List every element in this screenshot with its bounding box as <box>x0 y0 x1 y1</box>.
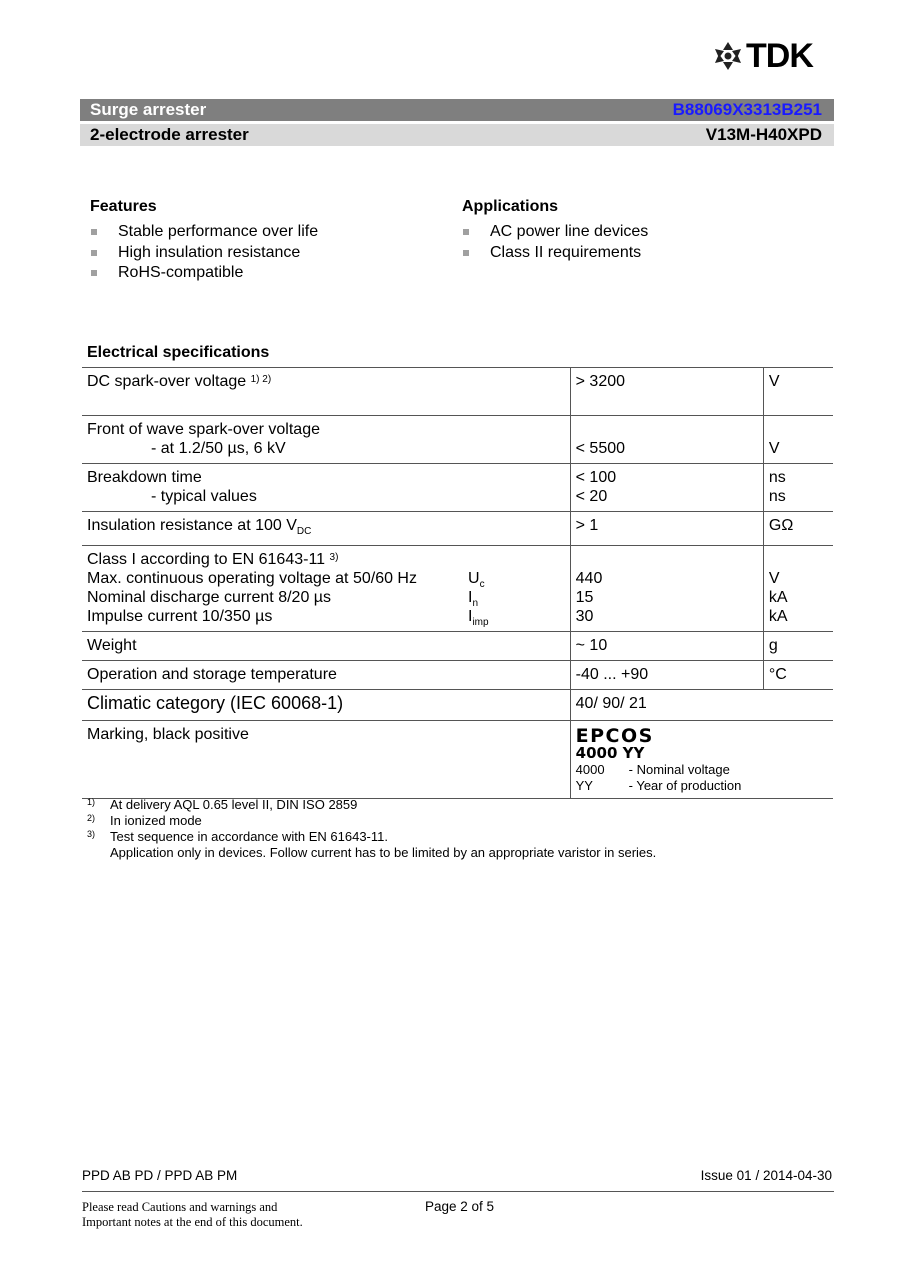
footer-department: PPD AB PD / PPD AB PM <box>82 1168 238 1183</box>
page-number: Page 2 of 5 <box>425 1199 495 1214</box>
epcos-brand-mark: EPCOS <box>575 725 654 748</box>
marking-code: 4000 YY <box>575 744 645 763</box>
dc-spark-unit: V <box>763 368 833 416</box>
table-row <box>82 464 833 512</box>
in-symbol: $I_n$ <box>468 589 479 610</box>
dc-spark-label: DC spark-over voltage <box>87 373 247 390</box>
front-wave-unit: V <box>768 440 780 457</box>
iimp-symbol: $I_{imp}$ <box>468 608 489 629</box>
max-voltage-unit: V <box>768 570 780 588</box>
front-wave-sub-label: - at 1.2/50 µs, 6 kV <box>151 440 286 457</box>
temperature-value: -40 ... +90 <box>570 661 763 690</box>
class1-label: Class I according to EN 61643-11 <box>87 551 326 569</box>
marking-label: Marking, black positive <box>82 721 570 799</box>
bullet-square-icon <box>91 250 97 256</box>
bullet-square-icon <box>91 229 97 235</box>
nominal-discharge-label: Nominal discharge current 8/20 µs <box>87 589 331 607</box>
features-list <box>90 222 318 284</box>
insulation-value: > 1 <box>570 512 763 546</box>
tdk-emblem-icon <box>713 41 743 71</box>
breakdown-unit: ns <box>768 469 786 486</box>
insulation-unit: GΩ <box>763 512 833 546</box>
marking-legend-row: 4000 - Nominal voltage <box>575 762 730 778</box>
footnote: 1) At delivery AQL 0.65 level II, DIN ISO 2859 <box>87 797 358 812</box>
impulse-current-label: Impulse current 10/350 µs <box>87 608 273 626</box>
ordering-code: V13M-H40XPD <box>705 125 822 144</box>
footnote: 2) In ionized mode <box>87 813 202 828</box>
electrical-spec-heading: Electrical specifications <box>87 344 270 361</box>
impulse-current-unit: kA <box>768 608 788 626</box>
footnote: 3) Test sequence in accordance with EN 61643-11. <box>87 829 388 844</box>
impulse-current-value: 30 <box>575 608 594 626</box>
part-number: B88069X3313B251 <box>672 100 822 119</box>
bullet-square-icon <box>91 270 97 276</box>
subtitle-bar <box>80 124 834 146</box>
climatic-label: Climatic category (IEC 60068-1) <box>82 690 570 721</box>
breakdown-label: Breakdown time <box>87 469 202 486</box>
weight-value: ~ 10 <box>570 632 763 661</box>
climatic-value: 40/ 90/ 21 <box>570 690 833 721</box>
insulation-label: Insulation resistance at 100 V <box>87 517 297 534</box>
list-item: Class II requirements <box>462 243 648 264</box>
product-title: Surge arrester <box>90 100 207 119</box>
logo-text: TDK <box>746 37 813 75</box>
temperature-label: Operation and storage temperature <box>82 661 570 690</box>
marking-legend-row: YY - Year of production <box>575 778 742 794</box>
weight-unit: g <box>763 632 833 661</box>
table-row: Class I according to EN 61643-11 $^{3)}$ Max. continuous operating voltage at 50/60 Hz $U_c$ Nominal discharge current 8/20 µs $I_n$ Impulse current 10/350 µs $I_{imp}$ 440 15 30 V kA kA <box>82 546 833 632</box>
footnotes <box>87 797 656 861</box>
breakdown-value: < 100 <box>575 469 617 486</box>
list-item: Stable performance over life <box>90 222 318 243</box>
front-wave-value: < 5500 <box>575 440 626 457</box>
weight-label: Weight <box>82 632 570 661</box>
footer-divider <box>82 1191 834 1192</box>
table-row <box>82 661 833 690</box>
list-item: AC power line devices <box>462 222 648 243</box>
footer-note: Please read Cautions and warnings and Important notes at the end of this document. <box>82 1200 303 1229</box>
product-subtitle: 2-electrode arrester <box>90 125 249 144</box>
nominal-discharge-unit: kA <box>768 589 788 607</box>
nominal-discharge-value: 15 <box>575 589 594 607</box>
applications-heading: Applications <box>462 198 559 215</box>
temperature-unit: °C <box>763 661 833 690</box>
uc-symbol: $U_c$ <box>468 570 485 591</box>
breakdown-typical-unit: ns <box>768 488 786 505</box>
footer-issue: Issue 01 / 2014-04-30 <box>700 1168 832 1183</box>
breakdown-typical-value: < 20 <box>575 488 608 505</box>
electrical-spec-table <box>82 367 833 799</box>
bullet-square-icon <box>463 229 469 235</box>
title-bar <box>80 99 834 121</box>
max-voltage-value: 440 <box>575 570 603 588</box>
features-heading: Features <box>90 198 157 215</box>
table-row <box>82 721 833 799</box>
dc-spark-value: > 3200 <box>570 368 763 416</box>
table-row <box>82 690 833 721</box>
table-row: DC spark-over voltage $^{1) 2)}$ > 3200 V <box>82 368 833 416</box>
tdk-logo <box>713 37 835 75</box>
list-item: RoHS-compatible <box>90 263 318 284</box>
table-row: Insulation resistance at 100 $V_{DC}$ > 1 GΩ <box>82 512 833 546</box>
applications-list <box>462 222 648 263</box>
max-voltage-label: Max. continuous operating voltage at 50/60 Hz <box>87 570 417 588</box>
front-wave-label: Front of wave spark-over voltage <box>87 421 320 438</box>
bullet-square-icon <box>463 250 469 256</box>
breakdown-sub-label: - typical values <box>151 488 257 505</box>
table-row <box>82 416 833 464</box>
list-item: High insulation resistance <box>90 243 318 264</box>
footnote: Application only in devices. Follow current has to be limited by an appropriate varistor in series. <box>110 845 657 860</box>
table-row <box>82 632 833 661</box>
